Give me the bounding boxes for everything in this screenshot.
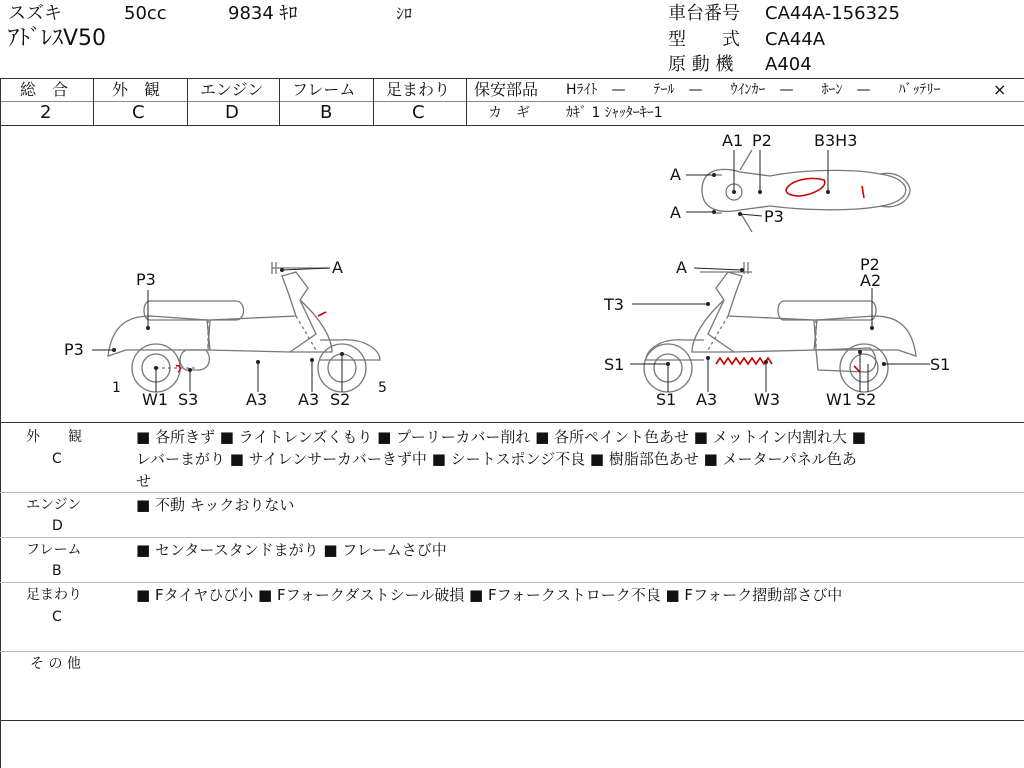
divider <box>0 422 1024 423</box>
diagram-label: A3 <box>696 390 718 409</box>
divider <box>0 651 1024 652</box>
section-grade-suspension: C <box>52 609 62 625</box>
engine-value: A404 <box>765 54 812 75</box>
divider <box>187 78 188 125</box>
divider <box>373 78 374 125</box>
diagram-label: P3 <box>64 340 84 359</box>
safety-label: 保安部品 <box>474 80 539 99</box>
color: ｼﾛ <box>396 4 413 23</box>
suspension-grade-label: 足まわり <box>386 80 451 99</box>
remark-line: ■ 各所きず ■ ライトレンズくもり ■ プーリーカバー削れ ■ 各所ペイント色あせ ■ メットイン内割れ大 ■ <box>136 428 866 446</box>
diagram-label: S1 <box>656 390 677 409</box>
diagram-label: T3 <box>604 295 624 314</box>
maker: スズキ <box>8 3 62 24</box>
frame-grade-label: フレーム <box>292 80 356 99</box>
engine-grade-label: エンジン <box>200 80 264 99</box>
engine-label: 原 動 機 <box>668 54 734 75</box>
header <box>0 0 1024 78</box>
divider <box>0 537 1024 538</box>
overall-label: 総 合 <box>20 80 69 99</box>
frame-grade: B <box>320 102 333 123</box>
type-value: CA44A <box>765 29 826 50</box>
diagram-label: S3 <box>178 390 199 409</box>
section-label-exterior: 外 観 <box>26 429 82 445</box>
diagram-label: A <box>670 165 681 184</box>
section-label-other: そ の 他 <box>30 656 81 672</box>
diagram-label: 5 <box>378 380 387 396</box>
diagram-label: W3 <box>754 390 780 409</box>
engine-remarks <box>136 494 1016 516</box>
type-label: 型 式 <box>668 29 740 50</box>
diagram-label: S2 <box>330 390 351 409</box>
divider <box>0 78 1024 79</box>
diagram-label: S1 <box>930 355 951 374</box>
exterior-remarks <box>136 426 1016 492</box>
diagram-label: A <box>332 258 343 277</box>
diagram-label: A3 <box>246 390 268 409</box>
section-label-engine: エンジン <box>26 497 82 513</box>
section-grade-frame: B <box>52 563 62 579</box>
divider <box>466 101 1024 102</box>
section-grade-exterior: C <box>52 451 62 467</box>
diagram-label: W1 <box>826 390 852 409</box>
diagram-label: B3H3 <box>814 131 858 150</box>
diagram-label: 1 <box>112 380 121 396</box>
right-side-damage <box>716 358 860 372</box>
model-name: ｱﾄﾞﾚｽV50 <box>8 26 107 51</box>
displacement: 50cc <box>124 3 167 24</box>
exterior-grade: C <box>132 102 145 123</box>
frame-no: CA44A-156325 <box>765 3 900 24</box>
overall-grade: 2 <box>40 102 52 123</box>
diagram-label: A3 <box>298 390 320 409</box>
mileage: 9834 ｷﾛ <box>228 3 298 24</box>
remark-line: レバーまがり ■ サイレンサーカバーきず中 ■ シートスポンジ不良 ■ 樹脂部色あせ ■ メーターパネル色あ <box>136 450 857 468</box>
diagram-label: P3 <box>764 207 784 226</box>
suspension-grade: C <box>412 102 425 123</box>
section-label-suspension: 足まわり <box>26 587 82 603</box>
diagram-label: P3 <box>136 270 156 289</box>
frame-remarks <box>136 539 1016 561</box>
battery-mark: × <box>993 80 1007 99</box>
divider <box>0 582 1024 583</box>
frame-no-label: 車台番号 <box>668 3 740 24</box>
engine-grade: D <box>225 102 239 123</box>
remark-line: ■ センタースタンドまがり ■ フレームさび中 <box>136 541 447 559</box>
suspension-remarks <box>136 584 1016 606</box>
top-view-damage <box>786 178 864 198</box>
remark-line: ■ 不動 キックおりない <box>136 496 295 514</box>
key-value: ｶｷﾞ 1 ｼｬｯﾀｰｷｰ1 <box>566 105 663 121</box>
divider <box>466 78 467 125</box>
diagram-label: A1 <box>722 131 744 150</box>
diagram-label: A2 <box>860 271 882 290</box>
remark-line: ■ Fタイヤひび小 ■ Fフォークダストシール破損 ■ Fフォークストローク不良 ■ Fフォーク摺動部さび中 <box>136 586 843 604</box>
key-label: カ ギ <box>488 105 530 121</box>
divider <box>0 720 1024 721</box>
safety-items: Hﾗｲﾄ — ﾃｰﾙ — ｳｲﾝｶｰ — ﾎｰﾝ — ﾊﾞｯﾃﾘｰ <box>566 82 941 98</box>
section-grade-engine: D <box>52 518 63 534</box>
diagram-label: S2 <box>856 390 877 409</box>
diagram-label: P2 <box>752 131 772 150</box>
exterior-label: 外 観 <box>112 80 161 99</box>
diagram-label: W1 <box>142 390 168 409</box>
diagram-label: A <box>676 258 687 277</box>
right-side-leaders <box>630 268 930 392</box>
remark-line: せ <box>136 472 152 490</box>
diagram-label: A <box>670 203 681 222</box>
section-label-frame: フレーム <box>26 542 82 558</box>
top-view-leaders <box>686 150 828 216</box>
divider <box>279 78 280 125</box>
diagram-label: P2 <box>860 255 880 274</box>
left-side-leaders <box>92 268 342 392</box>
divider <box>93 78 94 125</box>
diagram-label: S1 <box>604 355 625 374</box>
divider <box>0 492 1024 493</box>
